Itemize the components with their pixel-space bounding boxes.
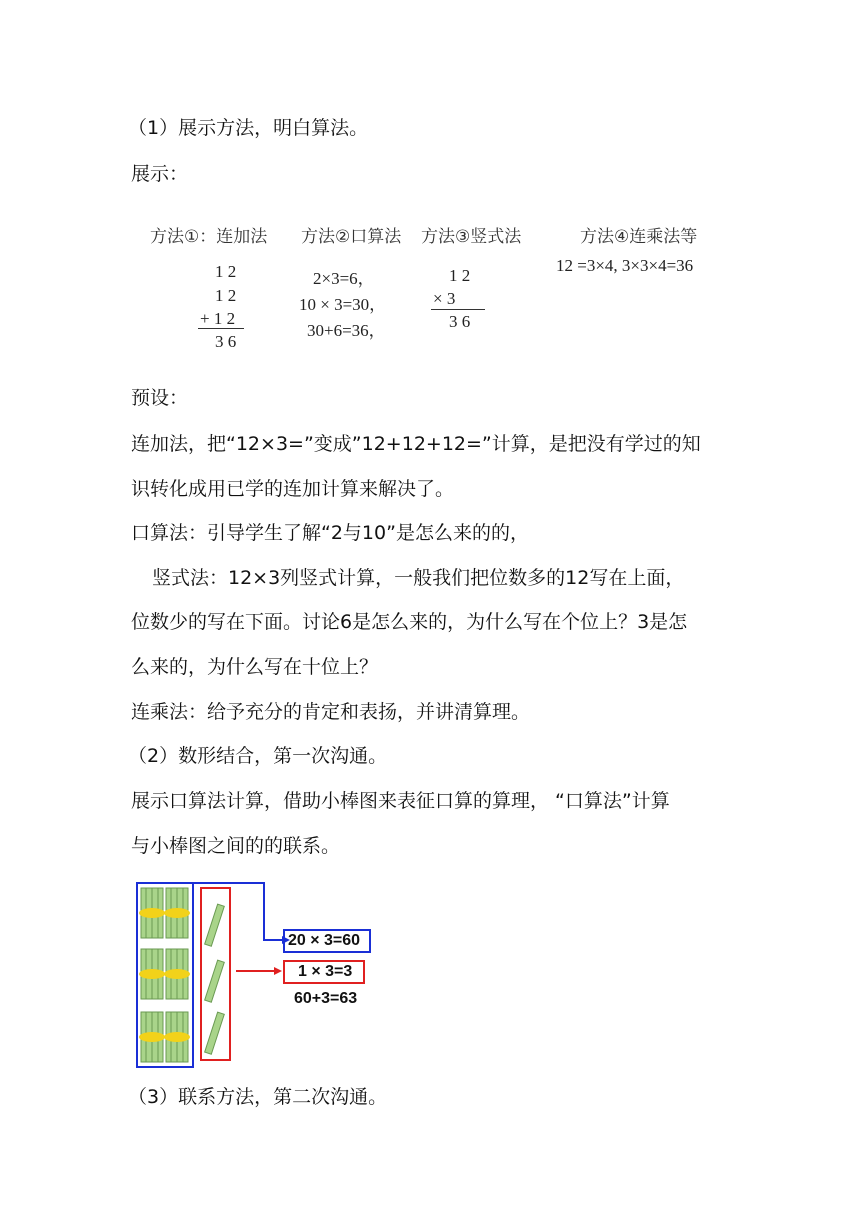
m2-line-2: 10 × 3=30， [299, 295, 387, 314]
shushi-line-3: 么来的，为什么写在十位上？ [131, 656, 379, 678]
eq-ones: 1 × 3=3 [298, 963, 353, 980]
show-label: 展示： [131, 163, 189, 185]
single-sticks [205, 904, 225, 1054]
shushi-line-1: 竖式法：12×3列竖式计算，一般我们把位数多的12写在上面， [152, 567, 685, 589]
method-3-title: 方法③竖式法 [421, 227, 522, 247]
m1-line-1: 1 2 [215, 262, 237, 281]
bundle-group [139, 888, 190, 1062]
m1-line-3: + 1 2 [200, 309, 236, 328]
m1-line-2: 1 2 [215, 286, 237, 305]
lianjia-line-2: 识转化成用已学的连加计算来解决了。 [131, 478, 455, 500]
m1-sum-line [198, 328, 244, 329]
method-2-title: 方法②口算法 [301, 227, 402, 247]
m3-line-2: × 3 [433, 289, 456, 308]
kousuan-line: 口算法：引导学生了解“2与10”是怎么来的的， [131, 522, 529, 544]
m3-line-1: 1 2 [449, 266, 471, 285]
m3-line-3: 3 6 [449, 312, 471, 331]
eq-tens: 20 × 3=60 [288, 932, 361, 949]
lianceng-line: 连乘法：给予充分的肯定和表扬，并讲清算理。 [131, 701, 531, 723]
m2-line-1: 2×3=6， [313, 269, 375, 288]
preset-label: 预设： [131, 387, 189, 409]
section-2-heading: （2）数形结合，第一次沟通。 [128, 745, 388, 767]
shushi-line-2: 位数少的写在下面。讨论6是怎么来的，为什么写在个位上？3是怎 [131, 611, 688, 633]
m4-line: 12 =3×4, 3×3×4=36 [556, 256, 694, 275]
section-2-body-2: 与小棒图之间的的联系。 [131, 835, 341, 857]
method-1-title: 方法①：连加法 [150, 227, 268, 247]
m2-line-3: 30+6=36， [307, 321, 386, 340]
section-2-body-1: 展示口算法计算，借助小棒图来表征口算的算理， “口算法”计算 [131, 790, 670, 812]
m1-line-4: 3 6 [215, 332, 237, 351]
lianjia-line-1: 连加法，把“12×3=”变成”12+12+12=”计算，是把没有学过的知 [131, 433, 701, 455]
eq-sum: 60+3=63 [294, 990, 358, 1007]
section-1-heading: （1）展示方法，明白算法。 [128, 117, 369, 139]
m3-result-line [431, 309, 485, 310]
method-4-title: 方法④连乘法等 [580, 227, 698, 247]
section-3-heading: （3）联系方法，第二次沟通。 [128, 1086, 388, 1108]
